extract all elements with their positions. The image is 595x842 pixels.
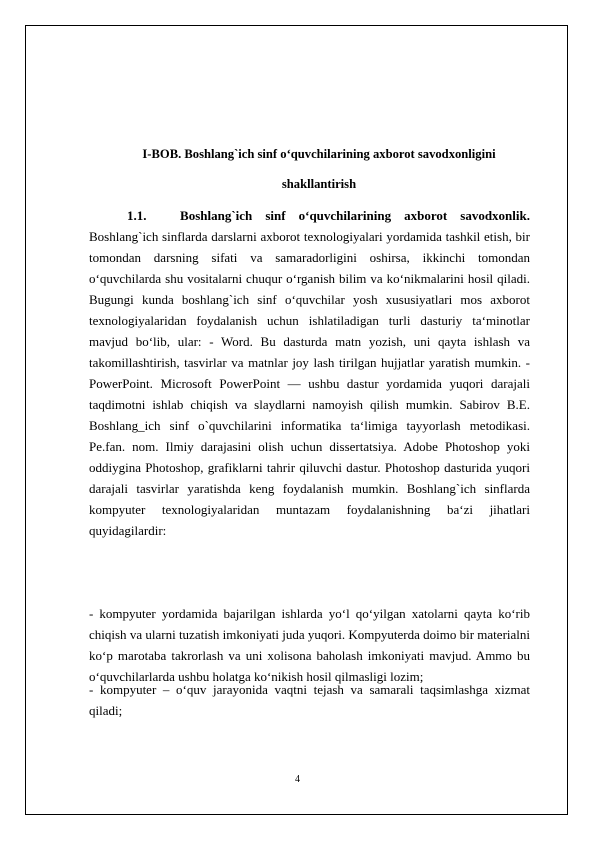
paragraph-3: - kompyuter – oʻquv jarayonida vaqtni tejash va samarali taqsimlashga xizmat qiladi;	[89, 682, 530, 718]
paragraph-1	[89, 205, 530, 541]
section-title: Boshlang`ich sinf oʻquvchilarining axborot savodxonlik.	[180, 208, 530, 223]
chapter-title-continued: shakllantirish	[281, 177, 357, 191]
paragraph-2: - kompyuter yordamida bajarilgan ishlarda yoʻl qoʻyilgan xatolarni qayta koʻrib chiqish va ularni tuzatish imkoniyati juda yuqori. Kompyuterda doimo bir materialni koʻp marotaba takrorlash va uni xolisona baholash imkoniyati mavjud. Ammo bu oʻquvchilarlarda ushbu holatga koʻnikish hosil qilmasligi lozim;	[89, 606, 530, 684]
chapter-title: I-BOB. Boshlang`ich sinf oʻquvchilarining axborot savodxonligini	[142, 147, 496, 161]
paragraph-1-text: Boshlang`ich sinflarda darslarni axborot texnologiyalari yordamida tashkil etish, bir tomondan darsning sifati va samaradorligini oshirsa, ikkinchi tomondan oʻquvchilarda shu vositalarni chuqur oʻrganish bilim va koʻnikmalarini hosil qiladi. Bugungi kunda boshlang`ich sinf oʻquvchilar yosh xususiyatlari mos axborot texnologiyalaridan foydalanish uchun ishlatiladigan turli dasturiy ta‘minotlar mavjud boʻlib, ular: - Word. Bu dasturda matn yozish, uni qayta ishlash va takomillashtirish, tasvirlar va matnlar joy lash tirilgan hujjatlar yaratish mumkin. - PowerPoint. Microsoft PowerPoint — ushbu dastur yordamida yuqori darajali taqdimotni ishlab chiqish va slaydlarni namoyish qilish mumkin. Sabirov B.E. Boshlang_ich sinf o`quvchilarini informatika ta‘limiga tayyorlash metodikasi. Pe.fan. nom. Ilmiy darajasini olish uchun dissertatsiya. Adobe Photoshop yoki oddiygina Photoshop, grafiklarni tahrir qiluvchi dastur. Photoshop dasturida yuqori darajali tasvirlar yaratishda keng foydalanish mumkin. Boshlang`ich sinflarda kompyuter texnologiyalaridan muntazam foydalanishning ba‘zi jihatlari quyidagilardir:	[89, 229, 530, 538]
page-number: 4	[295, 774, 300, 785]
section-number: 1.1.	[127, 208, 147, 223]
